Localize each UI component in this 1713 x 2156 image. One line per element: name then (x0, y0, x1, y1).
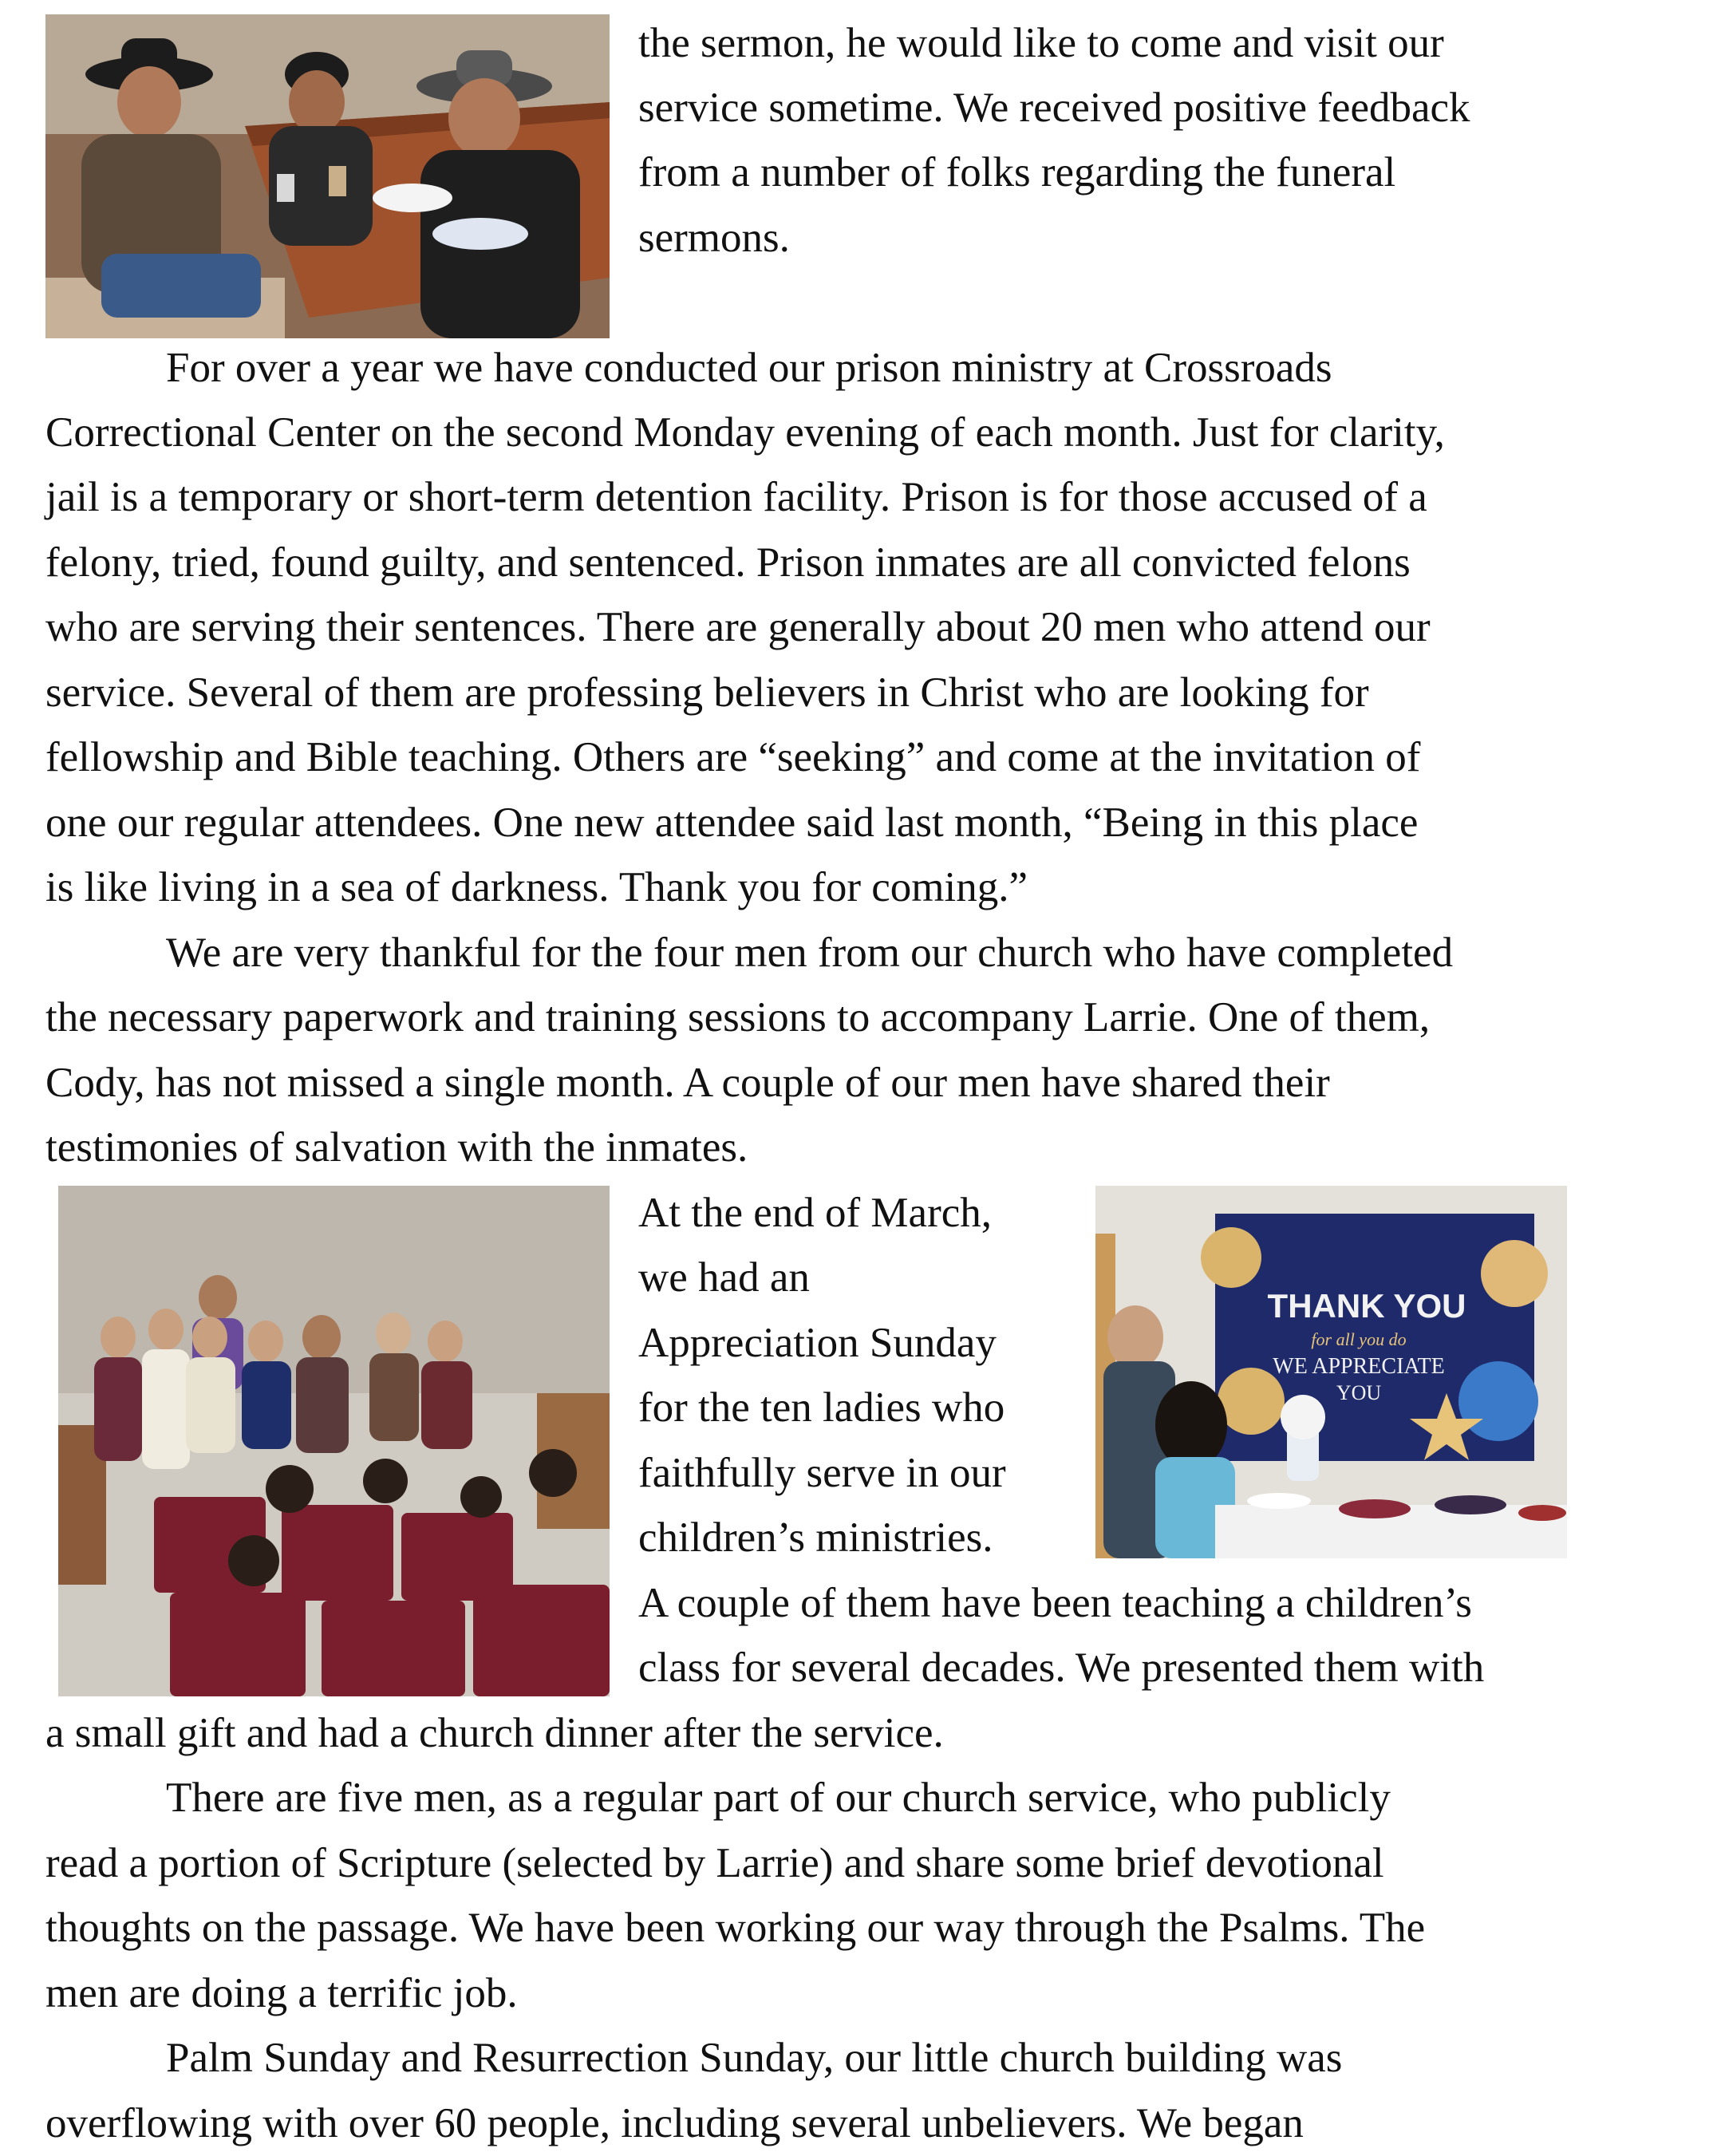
text-line: A couple of them have been teaching a children’s (638, 1580, 1472, 1626)
photo-ladies-appreciation (58, 1186, 610, 1696)
text-line: read a portion of Scripture (selected by Larrie) and share some brief devotional (45, 1840, 1384, 1886)
text-line: children’s ministries. (638, 1514, 993, 1561)
paragraph-first-line: There are five men, as a regular part of our church service, who publicly (166, 1775, 1391, 1821)
text-line: service. Several of them are professing believers in Christ who are looking for (45, 669, 1369, 716)
text-line: the necessary paperwork and training sessions to accompany Larrie. One of them, (45, 994, 1431, 1040)
text-line: Appreciation Sunday (638, 1320, 997, 1366)
banner-thank-you: THANK YOU (1267, 1287, 1466, 1325)
text-line: who are serving their sentences. There are generally about 20 men who attend our (45, 604, 1431, 650)
text-line: thoughts on the passage. We have been working our way through the Psalms. The (45, 1905, 1426, 1951)
paragraph-first-line: Palm Sunday and Resurrection Sunday, our little church building was (166, 2035, 1343, 2081)
text-line: jail is a temporary or short-term detention facility. Prison is for those accused of a (45, 474, 1427, 520)
text-line: fellowship and Bible teaching. Others are “seeking” and come at the invitation of (45, 734, 1421, 780)
text-line: Cody, has not missed a single month. A couple of our men have shared their (45, 1060, 1330, 1106)
banner-you: YOU (1336, 1381, 1382, 1404)
text-line: Correctional Center on the second Monday evening of each month. Just for clarity, (45, 409, 1445, 456)
banner-we-appreciate: WE APPRECIATE (1273, 1354, 1445, 1379)
text-line: is like living in a sea of darkness. Thank you for coming.” (45, 864, 1028, 910)
text-line: the sermon, he would like to come and visit our (638, 20, 1444, 66)
text-line: faithfully serve in our (638, 1450, 1006, 1496)
text-line: men are doing a terrific job. (45, 1970, 518, 2016)
text-line: one our regular attendees. One new attendee said last month, “Being in this place (45, 800, 1419, 846)
photo-appreciation-banner (1095, 1186, 1567, 1558)
photo-men-at-table (45, 14, 610, 338)
text-line: testimonies of salvation with the inmates. (45, 1124, 748, 1171)
text-line: for the ten ladies who (638, 1384, 1005, 1431)
text-line: sermons. (638, 215, 790, 261)
text-line: felony, tried, found guilty, and sentenced. Prison inmates are all convicted felons (45, 539, 1411, 586)
text-line: At the end of March, (638, 1190, 992, 1236)
paragraph-first-line: We are very thankful for the four men from our church who have completed (166, 930, 1454, 976)
text-line: we had an (638, 1254, 810, 1301)
text-line: from a number of folks regarding the funeral (638, 149, 1396, 195)
paragraph-first-line: For over a year we have conducted our prison ministry at Crossroads (166, 345, 1332, 391)
text-line: service sometime. We received positive feedback (638, 85, 1470, 131)
text-line: overflowing with over 60 people, including several unbelievers. We began (45, 2100, 1304, 2146)
text-line: a small gift and had a church dinner after the service. (45, 1710, 944, 1756)
banner-for-all-you-do: for all you do (1311, 1329, 1407, 1349)
text-line: class for several decades. We presented them with (638, 1645, 1485, 1691)
